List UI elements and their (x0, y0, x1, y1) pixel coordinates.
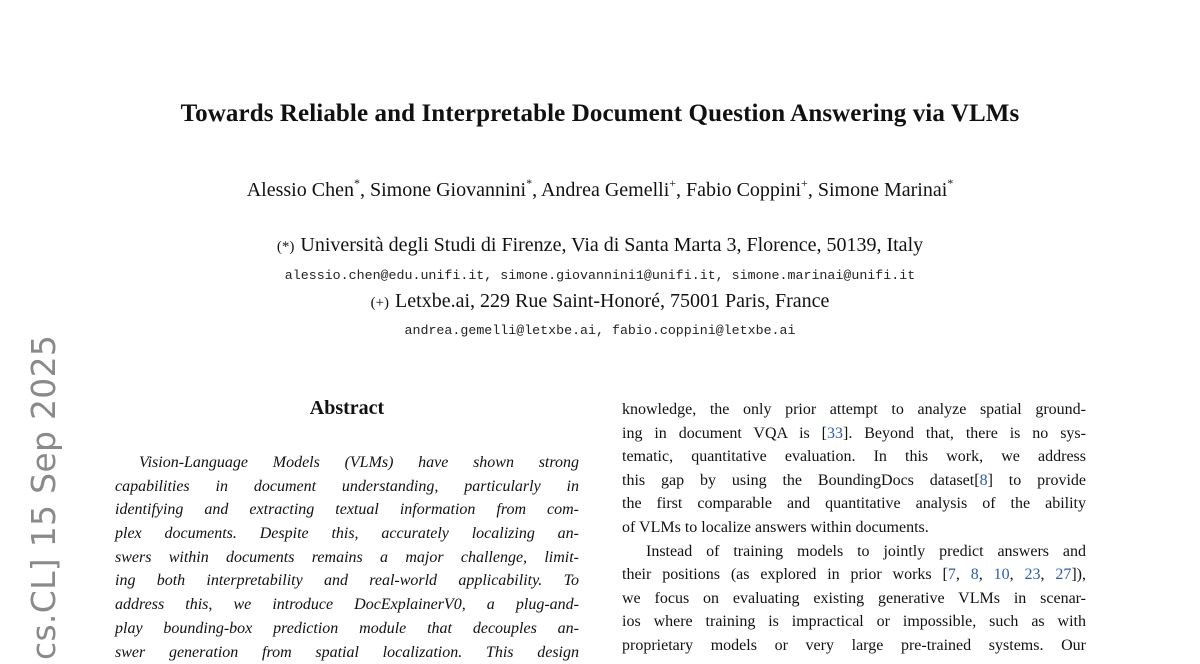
citation-link[interactable]: 8 (980, 472, 988, 489)
body-line: of VLMs to localize answers within documents. (622, 516, 1086, 540)
body-line: tematic, quantitative evaluation. In this work, we address (622, 445, 1086, 469)
text-run: ing in document VQA is [ (622, 425, 827, 442)
citation-separator: , (1010, 566, 1025, 583)
affiliation-1-emails[interactable]: alessio.chen@edu.unifi.it, simone.giovannini1@unifi.it, simone.marinai@unifi.it (0, 268, 1200, 283)
abstract-line: capabilities in document understanding, particularly in (115, 475, 579, 499)
author-name: Andrea Gemelli (541, 179, 669, 201)
body-line: we focus on evaluating existing generative VLMs in scenar- (622, 587, 1086, 611)
body-line: ios where training is impractical or impossible, such as with (622, 610, 1086, 634)
abstract-line: play bounding-box prediction module that decouples an- (115, 617, 579, 641)
affiliation-mark: (+) (371, 295, 389, 311)
affiliation-mark: (*) (277, 239, 295, 255)
body-line: knowledge, the only prior attempt to analyze spatial ground- (622, 398, 1086, 422)
citation-link[interactable]: 33 (827, 425, 843, 442)
citation-link[interactable]: 10 (994, 566, 1010, 583)
body-line (622, 469, 1086, 493)
abstract-line: ing both interpretability and real-world applicability. To (115, 569, 579, 593)
citation-link[interactable]: 27 (1055, 566, 1071, 583)
text-run: their positions (as explored in prior works [ (622, 566, 948, 583)
abstract-line: swer generation from spatial localization. This design (115, 641, 579, 664)
author-name: Simone Marinai (818, 179, 947, 201)
abstract-line: address this, we introduce DocExplainerV0, a plug-and- (115, 593, 579, 617)
citation-link[interactable]: 8 (971, 566, 979, 583)
abstract-body (115, 451, 579, 664)
author-name: Fabio Coppini (686, 179, 801, 201)
author-affiliation-mark: * (947, 176, 953, 190)
affiliation-text: Letxbe.ai, 229 Rue Saint-Honoré, 75001 Paris, France (395, 290, 829, 312)
author-separator: , (532, 179, 541, 201)
affiliation-2 (0, 290, 1200, 313)
body-line (622, 563, 1086, 587)
body-line: Instead of training models to jointly predict answers and (622, 540, 1086, 564)
affiliation-1 (0, 234, 1200, 257)
author-affiliation-mark: + (801, 176, 808, 190)
abstract-line: plex documents. Despite this, accurately localizing an- (115, 522, 579, 546)
text-run: ]), (1071, 566, 1086, 583)
citation-link[interactable]: 23 (1024, 566, 1040, 583)
body-column-right (622, 398, 1086, 658)
affiliation-2-emails[interactable]: andrea.gemelli@letxbe.ai, fabio.coppini@letxbe.ai (0, 323, 1200, 338)
author-separator: , (360, 179, 370, 201)
citation-link[interactable]: 7 (948, 566, 956, 583)
author-separator: , (676, 179, 686, 201)
body-line (622, 422, 1086, 446)
paper-title: Towards Reliable and Interpretable Document Question Answering via VLMs (0, 100, 1200, 128)
body-line: the first comparable and quantitative analysis of the ability (622, 492, 1086, 516)
author-name: Simone Giovannini (370, 179, 526, 201)
citation-separator: , (1040, 566, 1055, 583)
citation-separator: , (956, 566, 971, 583)
author-affiliation-mark: * (526, 176, 532, 190)
body-line: proprietary models or very large pre-trained systems. Our (622, 634, 1086, 658)
abstract-heading: Abstract (115, 397, 579, 420)
text-run: ]. Beyond that, there is no sys- (843, 425, 1086, 442)
text-run: this gap by using the BoundingDocs dataset[ (622, 472, 980, 489)
arxiv-side-stamp: cs.CL] 15 Sep 2025 (24, 335, 63, 660)
citation-separator: , (979, 566, 994, 583)
abstract-line: swers within documents remains a major challenge, limit- (115, 546, 579, 570)
author-list (0, 179, 1200, 202)
author-affiliation-mark: + (669, 176, 676, 190)
author-name: Alessio Chen (247, 179, 354, 201)
text-run: ] to provide (988, 472, 1086, 489)
author-affiliation-mark: * (354, 176, 360, 190)
abstract-line: identifying and extracting textual information from com- (115, 498, 579, 522)
author-separator: , (808, 179, 818, 201)
affiliation-text: Università degli Studi di Firenze, Via di Santa Marta 3, Florence, 50139, Italy (300, 234, 923, 256)
abstract-line: Vision-Language Models (VLMs) have shown strong (115, 451, 579, 475)
